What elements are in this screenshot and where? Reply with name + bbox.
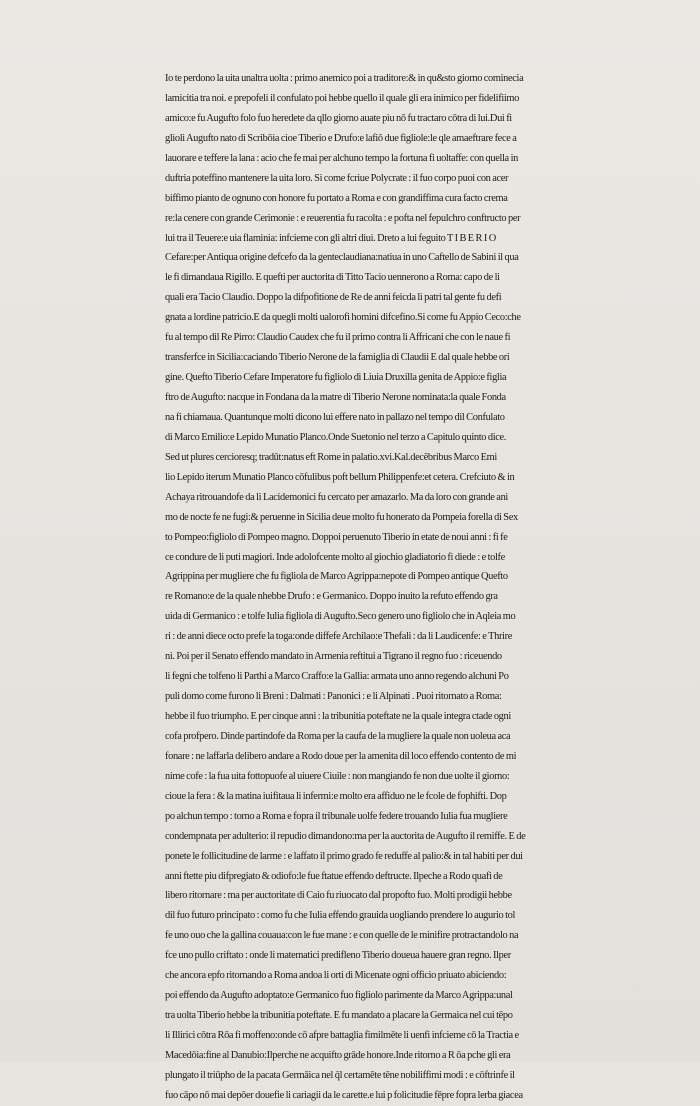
text-line: na fi chiamaua. Quantunque molti dicono lui effere nato in pallazo nel tempo dil Confulato — [165, 411, 505, 423]
text-line: li fegni che tolfeno li Parthi a Marco Craffo:e la Gallia: armata uno anno regendo alchuni Po — [165, 671, 509, 683]
text-line: lauorare e teffere la lana : acio che fe mai per alchuno tempo la fortuna fi uoltaffe: con quella in — [165, 152, 518, 164]
text-line: le fi dimandaua Rigillo. E quefti per auctorita di Titto Tacio uennerono a Roma: capo de li — [165, 272, 500, 284]
text-line: ftro de Augufto: nacque in Fondana da la matre di Tiberio Nerone nominata:la quale Fonda — [165, 392, 506, 403]
text-line: dil fuo futuro principato : como fu che Iulia effendo grauida uogliando prendere lo augurio tol — [165, 910, 516, 922]
text-line: biffimo pianto de ognuno con honore fu portato a Roma e con grandiffima cura facto crema — [165, 192, 508, 204]
text-line: poi effendo da Augufto adoptato:e Germanico fuo figliolo parimente da Marco Agrippa:unal — [165, 990, 513, 1002]
text-line: tra uolta Tiberio hebbe la tribunitia poteftate. E fu mandato a placare la Germaica nel cui tēpo — [165, 1010, 513, 1022]
text-line: hebbe il fuo triumpho. E per cinque anni : la tribunitia poteftate ne la quale integra ctade ogni — [165, 711, 511, 722]
text-line: Io te perdono la uita unaltra uolta : primo anemico poi a traditore:& in qu&sto giorno cominecia — [165, 73, 524, 84]
text-line: fonare : ne laffarla delibero andare a Rodo doue per la amenita dil loco effendo contento de mi — [165, 750, 517, 762]
text-line: duftria poteffino mantenere la uita loro. Si come fcriue Polycrate : il fuo corpo puoi con acer — [165, 172, 509, 184]
text-line: ce condure de li puti magiori. Inde adolofcente molto al giochio gladiatorio fi diede : e tolfe — [165, 551, 505, 563]
text-line: fu al tempo dil Re Pirro: Claudio Caudex che fu il primo contra li Affricani che con le naue fi — [165, 332, 511, 344]
text-line: ni. Poi per il Senato effendo mandato in Armenia reftitui a Tigrano il regno fuo : riceuendo — [165, 651, 502, 663]
text-line: glioli Augufto nato di Scribōia cioe Tiberio e Drufo:e lafiō due figliole:le qle amaeftrare fece a — [165, 132, 517, 144]
text-line: quali era Tacio Claudio. Doppo la difpofitione de Re de anni feicda li patri tal gente fu defi — [165, 292, 502, 304]
text-line: po alchun tempo : torno a Roma e fopra il tribunale uolfe federe trouando Iulia fua mugliere — [165, 810, 508, 822]
text-line: lamicitia tra noi. e prepofeli il confulato poi hebbe quello il quale gli era inimico per fidelifiimo — [165, 92, 519, 104]
text-line: Agrippina per mugliere che fu figliola de Marco Agrippa:nepote di Pompeo antique Quefto — [165, 571, 508, 583]
text-line: Macedōia:fine al Danubio:Ilperche ne acquifto grāde honore.Inde ritorno a R ōa pche gli era — [165, 1049, 511, 1061]
text-line: fe uno ouo che la gallina couaua:con le fue mane : e con quelle de le minifire protractandolo na — [165, 930, 519, 942]
text-line: plungato il triūpho de la pacata Germāica nel q̄l certamēte tēne nobiliffimi modi : e cōftrinfe il — [165, 1069, 515, 1081]
text-line: fce uno pullo criftato : onde li matematici predifleno Tiberio doueua hauere gran regno. Ilper — [165, 950, 511, 962]
text-line: gnata a lordine patricio.E da quegli molti ualorofi homini difcefino.Si come fu Appio Ceco:che — [165, 312, 521, 324]
text-line: anni ftette piu difpregiato & odiofo:le fue ftatue effendo deftructe. Ilpeche a Rodo quafi de — [165, 870, 503, 882]
text-line: Cefare:per Antiqua origine defcefo da la genteclaudiana:natiua in uno Caftello de Sabini il qua — [165, 252, 519, 264]
text-line: to Pompeo:figliolo di Pompeo magno. Doppoi peruenuto Tiberio in etate de noui anni : fi fe — [165, 531, 508, 543]
text-line: li Illirici cōtra Rōa fi moffeno:onde cō afpre battaglia fimilmēte li uenfi infcieme cō la Tractia e — [165, 1030, 519, 1041]
text-line: uida di Germanico : e tolfe Iulia figliola di Augufto.Seco genero uno figliolo che in Aqleia mo — [165, 611, 516, 623]
text-line: amico:e fu Augufto folo fuo heredete da qllo giorno auate piu nō fu tractaro cōtra di lui.Dui fi — [165, 112, 512, 124]
text-line: gine. Quefto Tiberio Cefare Imperatore fu figliolo di Liuia Druxilla genita de Appio:e figlia — [165, 372, 507, 384]
text-line: condempnata per adulterio: il repudio dimandono:ma per la auctorita de Augufto il remiffe. E de — [165, 830, 526, 842]
text-line: libero ritornare : ma per auctoritate di Caio fu riuocato dal propofto fuo. Molti prodigii hebbe — [165, 890, 512, 902]
text-line: lio Lepido iterum Munatio Planco cōfulibus poft bellum Philippenfe:et cetera. Crefciuto & in — [165, 471, 515, 483]
text-line: nime cofe : la fua uita fottopuofe al uiuere Ciuile : non mangiando fe non due uolte il giorno: — [165, 770, 510, 782]
text-line: che ancora epfo ritornando a Roma andoa li orti di Micenate ogni officio priuato abiciendo: — [165, 970, 507, 982]
text-line: lui tra il Teuere:e uia flaminia: infcieme con gli altri diui. Dreto a lui feguito T I B E R I O — [165, 232, 496, 244]
page-text-block — [165, 69, 627, 1106]
text-line: Achaya ritrouandofe da li Lacidemonici fu cercato per amazarlo. Ma da loro con grande ani — [165, 491, 508, 503]
text-line: cioue la fera : & la matina iuifitaua li infermi:e molto era affiduo ne le fcole de fophifti. Dop — [165, 790, 507, 802]
text-line: transferfce in Sicilia:caciando Tiberio Nerone de la famiglia di Claudii E dal quale hebbe ori — [165, 352, 510, 364]
text-line: mo de nocte fe ne fugi:& peruenne in Sicilia deue molto fu honerato da Pompeia forella di Sex — [165, 511, 518, 523]
text-line: cofa profpero. Dinde partindofe da Roma per la caufa de la mugliere la quale non uoleua aca — [165, 730, 511, 742]
text-line: Sed ut plures cercioresq; tradūt:natus eft Rome in palatio.xvi.Kal.decēbribus Marco Emi — [165, 451, 497, 463]
text-line: puli domo come furono li Breni : Dalmati : Panonici : e li Alpinati . Puoi ritornato a Roma: — [165, 691, 502, 703]
text-line: ponete le follicitudine de larme : e laffato il primo grado fe reduffe al palio:& in tal habiti per dui — [165, 850, 523, 862]
text-line: re Romano:e de la quale nhebbe Drufo : e Germanico. Doppo inuito la refuto effendo gra — [165, 591, 498, 603]
text-line: re:la cenere con grande Cerimonie : e reuerentia fu racolta : e pofta nel fepulchro conftructo per — [165, 212, 521, 224]
text-line: ri : de anni diece octo prefe la toga:onde diffefe Archilao:e Thefali : da li Laudicenfe: e Thrire — [165, 631, 512, 643]
text-line: di Marco Emilio:e Lepido Munatio Planco.Onde Suetonio nel terzo a Capitulo quinto dice. — [165, 431, 506, 443]
text-line: fuo cāpo nō mai depōer douefie li cariagii da le carette.e lui p folicitudie fēpre fopra lerba giacea — [165, 1089, 523, 1101]
